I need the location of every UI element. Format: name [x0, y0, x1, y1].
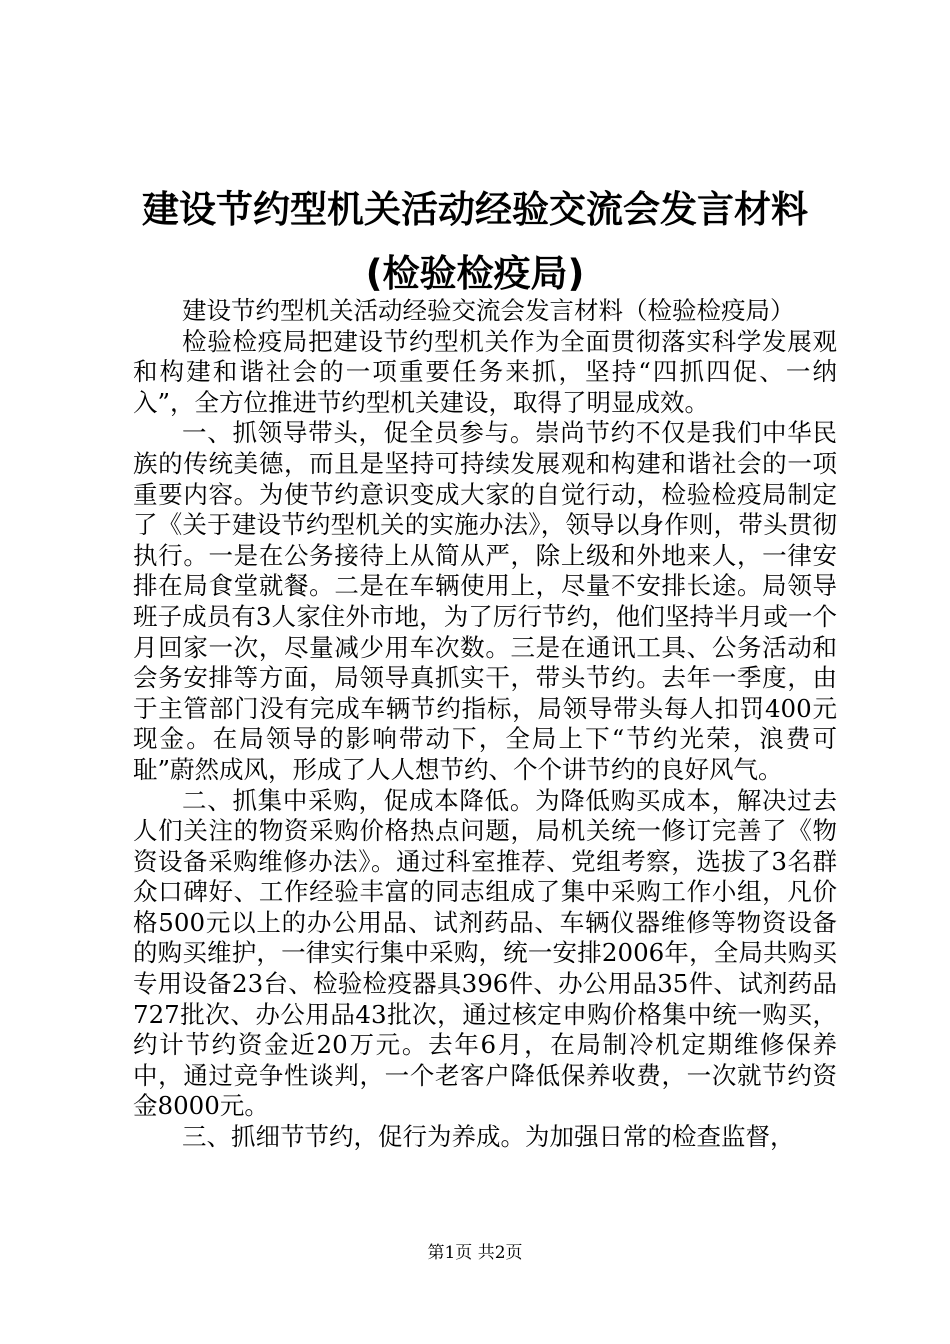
subtitle-paragraph: 建设节约型机关活动经验交流会发言材料（检验检疫局） [182, 296, 795, 325]
document-title: 建设节约型机关活动经验交流会发言材料(检验检疫局) [142, 188, 808, 295]
intro-paragraph: 检验检疫局把建设节约型机关作为全面贯彻落实科学发展观和构建和谐社会的一项重要任务来抓，坚持“四抓四促、一纳入”，全方位推进节约型机关建设，取得了明显成效。 [133, 326, 837, 417]
section-1-paragraph: 一、抓领导带头，促全员参与。崇尚节约不仅是我们中华民族的传统美德，而且是坚持可持续发展观和构建和谐社会的一项重要内容。为使节约意识变成大家的自觉行动，检验检疫局制定了《关于建设节约型机关的实施办法》，领导以身作则，带头贯彻执行。一是在公务接待上从简从严，除上级和外地来人，一律安排在局食堂就餐。二是在车辆使用上，尽量不安排长途。局领导班子成员有3人家住外市地，为了厉行节约，他们坚持半月或一个月回家一次，尽量减少用车次数。三是在通讯工具、公务活动和会务安排等方面，局领导真抓实干，带头节约。去年一季度，由于主管部门没有完成车辆节约指标，局领导带头每人扣罚400元现金。在局领导的影响带动下，全局上下“节约光荣，浪费可耻”蔚然成风，形成了人人想节约、个个讲节约的良好风气。 [133, 418, 837, 784]
section-2-paragraph: 二、抓集中采购，促成本降低。为降低购买成本，解决过去人们关注的物资采购价格热点问题，局机关统一修订完善了《物资设备采购维修办法》。通过科室推荐、党组考察，选拔了3名群众口碑好、工作经验丰富的同志组成了集中采购工作小组，凡价格500元以上的办公用品、试剂药品、车辆仪器维修等物资设备的购买维护，一律实行集中采购，统一安排2006年，全局共购买专用设备23台、检验检疫器具396件、办公用品35件、试剂药品727批次、办公用品43批次，通过核定申购价格集中统一购买，约计节约资金近20万元。去年6月，在局制冷机定期维修保养中，通过竞争性谈判，一个老客户降低保养收费，一次就节约资金8000元。 [133, 785, 837, 1121]
page-footer: 第1页 共2页 [427, 1243, 523, 1263]
document-body [133, 296, 837, 1153]
section-3-paragraph: 三、抓细节节约，促行为养成。为加强日常的检查监督， [182, 1122, 795, 1152]
